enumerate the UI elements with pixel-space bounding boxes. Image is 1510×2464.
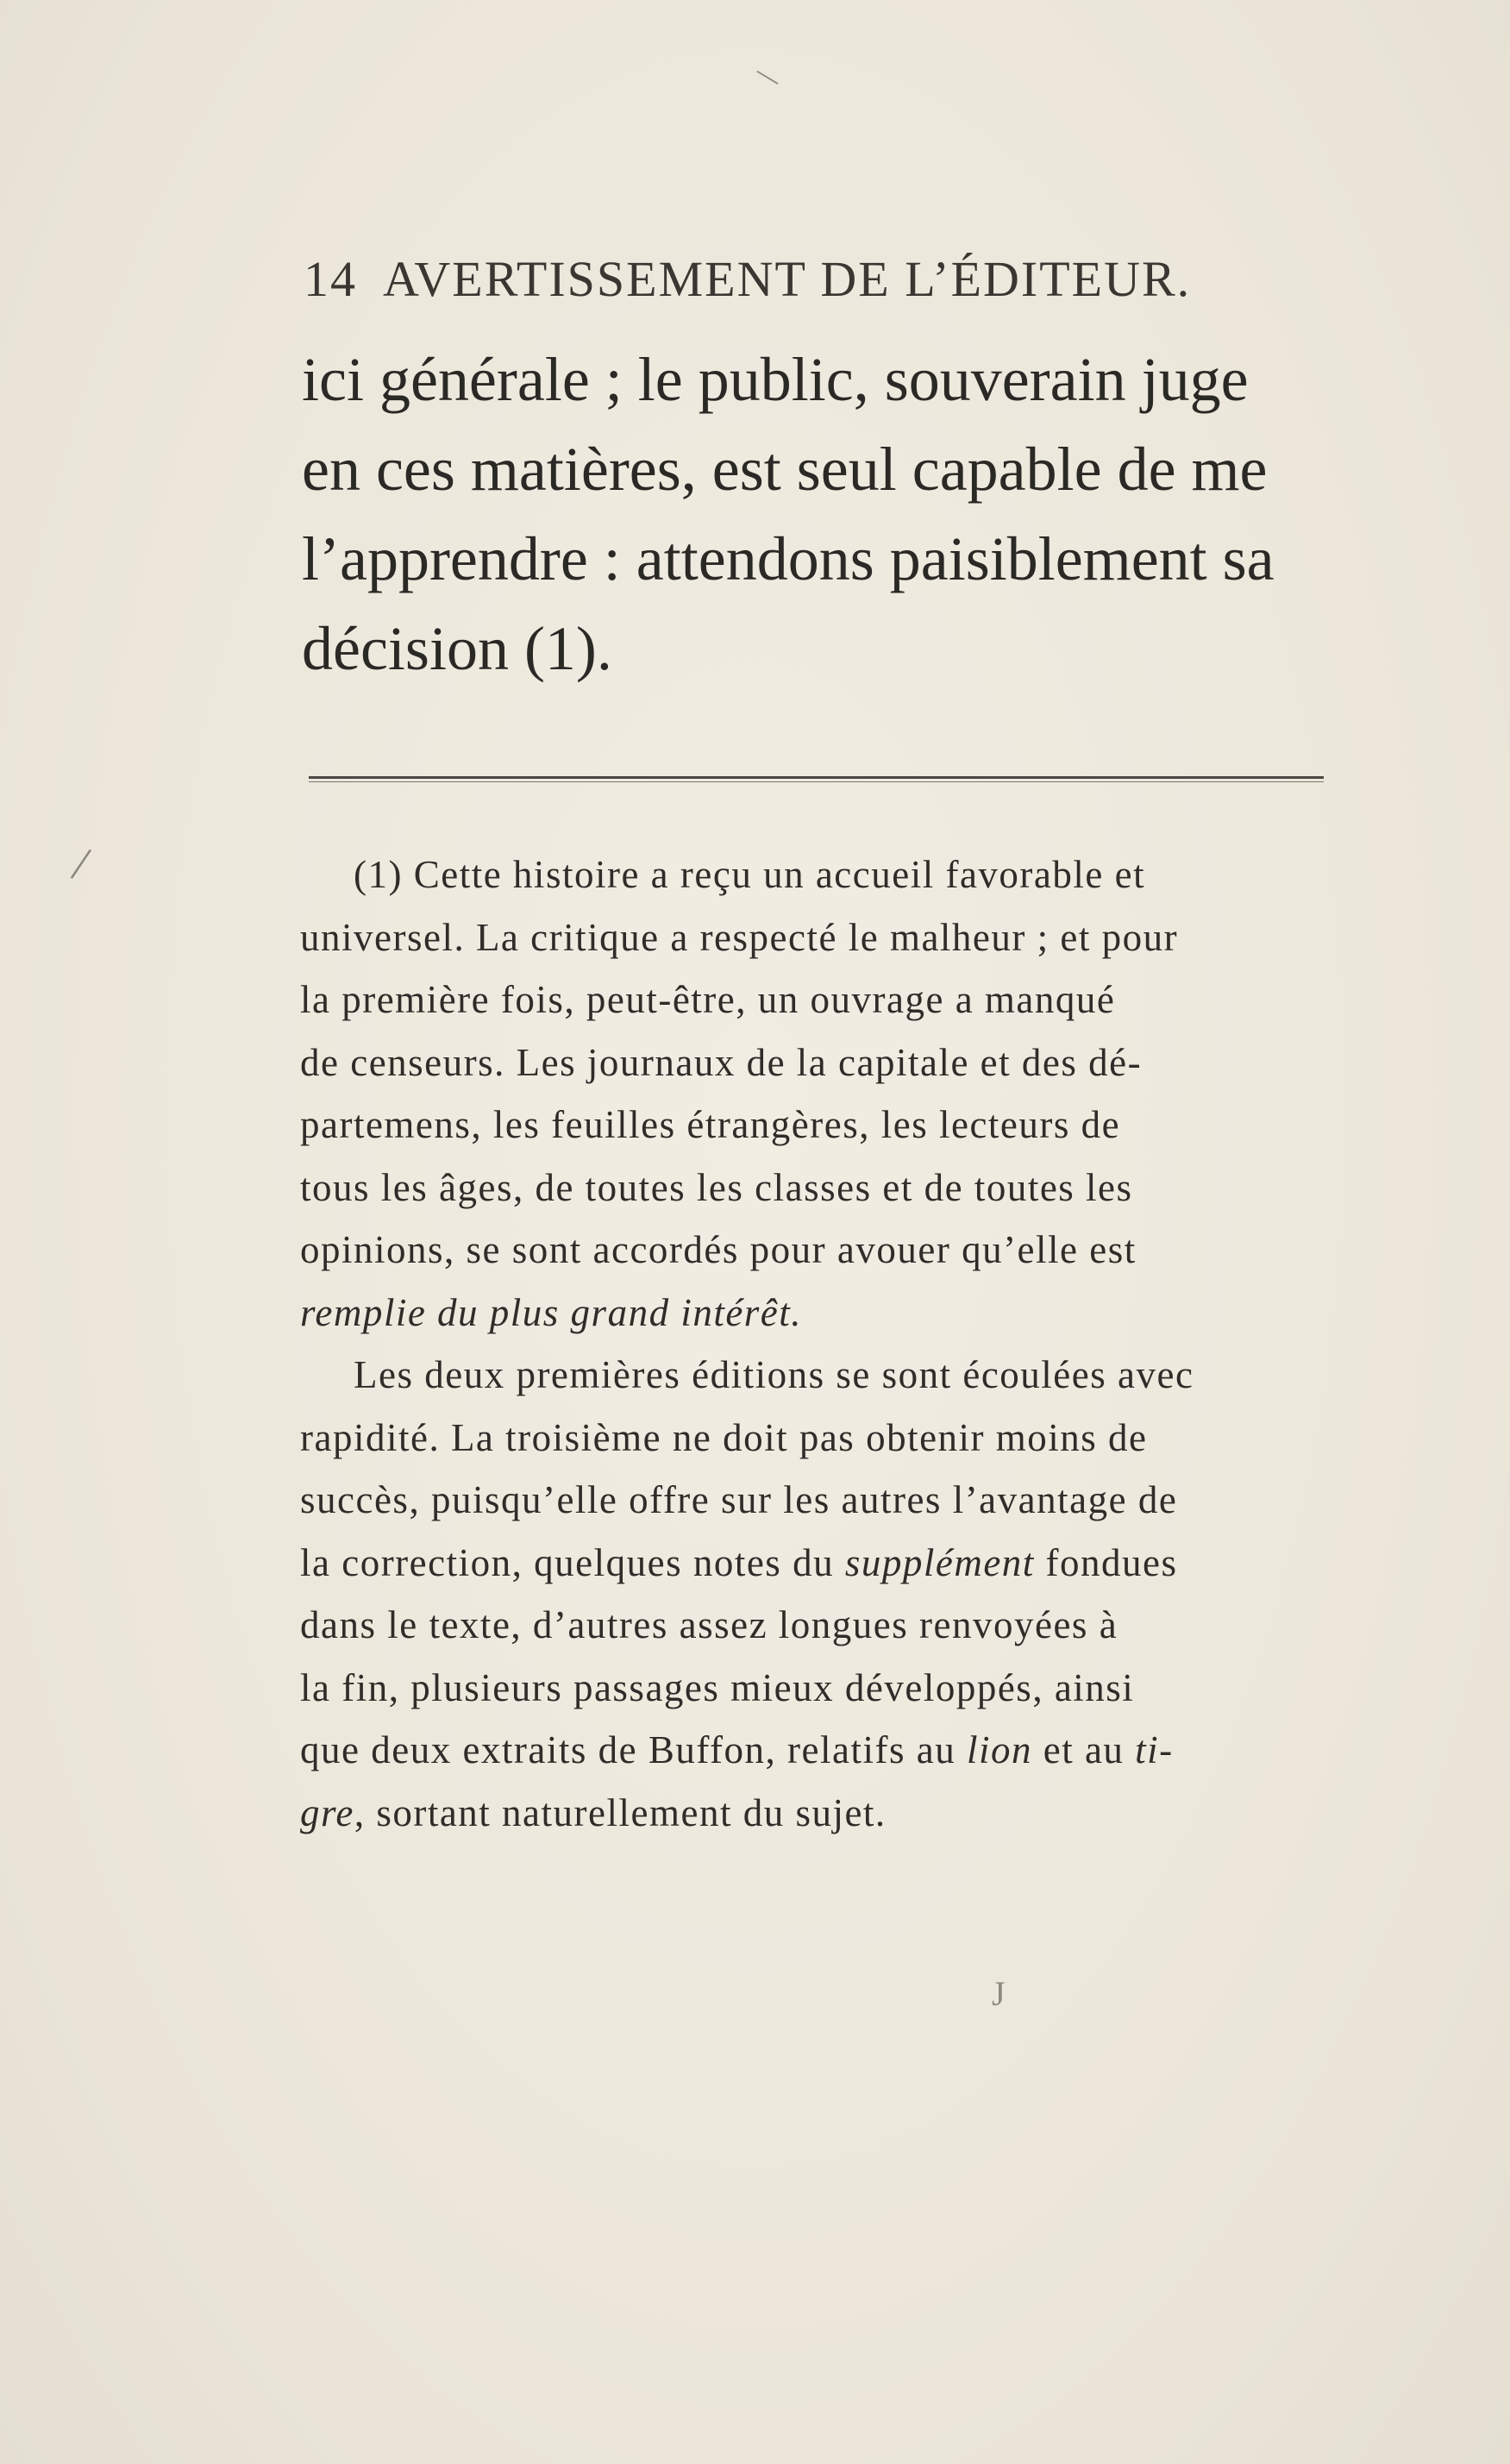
text-line: ici générale ; le public, souverain juge	[302, 345, 1249, 414]
text-run: et au	[1031, 1728, 1136, 1771]
italic-phrase: remplie du plus grand intérêt.	[300, 1290, 803, 1334]
footnote-line: rapidité. La troisième ne doit pas obtenir moins de	[300, 1415, 1148, 1459]
text-run: la correction, quelques notes du	[300, 1540, 845, 1584]
running-title: AVERTISSEMENT DE L’ÉDITEUR.	[383, 251, 1192, 307]
main-text	[302, 335, 1337, 693]
running-header	[304, 250, 1338, 308]
text-run: que deux extraits de Buffon, relatifs au	[300, 1728, 967, 1771]
footnote-line: tous les âges, de toutes les classes et de toutes les	[300, 1165, 1133, 1209]
footnote-separator	[309, 776, 1324, 779]
footnote-line: la fin, plusieurs passages mieux développés, ainsi	[300, 1665, 1135, 1709]
paper-mark: J	[992, 1974, 1006, 2013]
text-line: décision (1).	[302, 614, 612, 683]
footnote-line: de censeurs. Les journaux de la capitale et des dé-	[300, 1040, 1143, 1084]
italic-word: supplément	[844, 1540, 1035, 1584]
text-line: l’apprendre : attendons paisiblement sa	[302, 524, 1275, 593]
footnote-line-italic	[300, 1282, 1335, 1345]
page-number: 14	[304, 251, 357, 307]
footnote-line: partemens, les feuilles étrangères, les lecteurs de	[300, 1103, 1121, 1146]
footnote-line: succès, puisqu’elle offre sur les autres l’avantage de	[300, 1478, 1178, 1521]
footnote-separator-thin	[309, 781, 1324, 782]
footnote-line: universel. La critique a respecté le malheur ; et pour	[300, 915, 1179, 959]
paper-mark: /	[67, 837, 95, 892]
paper-mark: \	[750, 59, 784, 96]
footnote-line: (1) Cette histoire a reçu un accueil favorable et	[354, 853, 1146, 896]
footnote-line: dans le texte, d’autres assez longues renvoyées à	[300, 1603, 1118, 1646]
footnote-line	[300, 1532, 1335, 1595]
text-run: , sortant naturellement du sujet.	[354, 1790, 887, 1834]
footnote-line: Les deux premières éditions se sont écoulées avec	[354, 1353, 1194, 1396]
footnote-line: la première fois, peut-être, un ouvrage a manqué	[300, 978, 1116, 1021]
footnote-line: opinions, se sont accordés pour avouer qu’elle est	[300, 1228, 1137, 1271]
footnote-line	[300, 1719, 1335, 1782]
footnote	[300, 843, 1335, 1844]
text-run: fondues	[1034, 1540, 1178, 1584]
footnote-line	[300, 1782, 1335, 1845]
text-line: en ces matières, est seul capable de me	[302, 435, 1268, 504]
italic-word: lion	[966, 1728, 1032, 1771]
italic-word: gre	[300, 1790, 354, 1834]
italic-word: ti-	[1135, 1728, 1174, 1771]
